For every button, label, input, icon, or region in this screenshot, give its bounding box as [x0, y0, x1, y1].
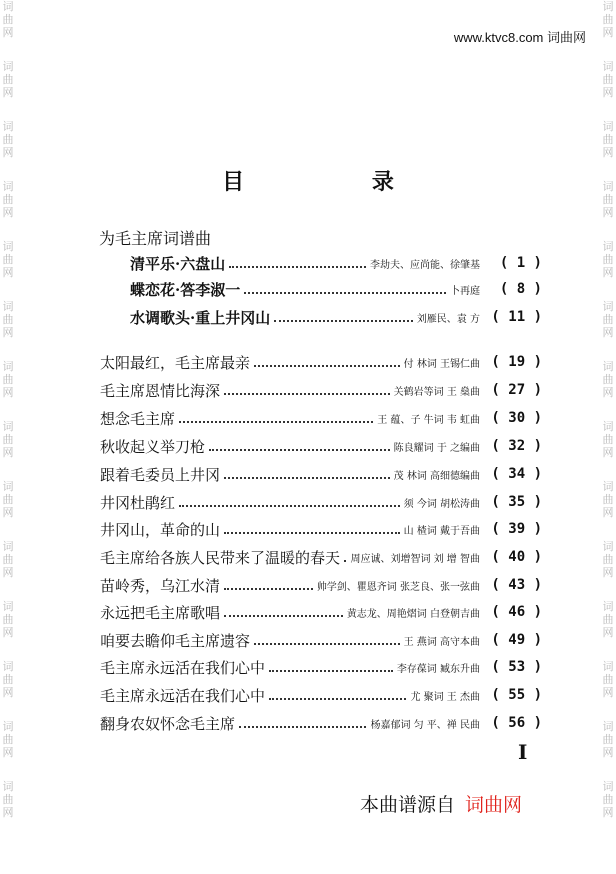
toc-row[interactable]	[100, 601, 542, 623]
toc-title: 太阳最红，毛主席最亲	[100, 353, 251, 372]
toc-authors: 李存葆词 臧东升曲	[396, 663, 480, 675]
toc-featured-row[interactable]	[130, 252, 542, 274]
toc-row[interactable]	[100, 518, 542, 540]
toc-page: ( 40 )	[491, 549, 542, 565]
toc-row[interactable]	[100, 712, 542, 734]
toc-authors: 李劫夫、应尚能、徐肇基	[370, 259, 480, 271]
leader-dots	[239, 718, 366, 728]
toc-title: 蝶恋花·答李淑一	[130, 280, 241, 299]
toc-page: ( 49 )	[491, 632, 542, 648]
toc-title: 咱要去瞻仰毛主席遗容	[100, 631, 251, 650]
toc-page: ( 39 )	[491, 521, 542, 537]
toc-row[interactable]	[100, 629, 542, 651]
toc-title: 跟着毛委员上井冈	[100, 465, 221, 484]
leader-dots	[269, 662, 393, 672]
leader-dots	[224, 469, 390, 479]
toc-row[interactable]	[100, 546, 542, 568]
toc-page: ( 53 )	[491, 659, 542, 675]
section-title: 为毛主席词谱曲	[99, 229, 212, 248]
toc-title: 水调歌头·重上井冈山	[130, 308, 271, 327]
toc-featured-row[interactable]	[130, 306, 542, 328]
watermark-right: 词 曲 网 词 曲 网 词 曲 网 词 曲 网 词 曲 网 词 曲 网 词 曲 网 词 曲 网 词 曲 网 词 曲 网 词 曲 网 词 曲 网 词 曲 网 词 曲 网	[602, 0, 614, 819]
toc-authors: 付 林词 王锡仁曲	[403, 358, 480, 370]
toc-title: 井冈山，革命的山	[100, 520, 221, 539]
leader-dots	[224, 385, 390, 395]
toc-authors: 尤 聚词 王 杰曲	[410, 691, 480, 703]
toc-title: 毛主席给各族人民带来了温暖的春天	[100, 548, 341, 567]
toc-authors: 周应诚、刘增智词 刘 增 智曲	[350, 553, 480, 565]
toc-row[interactable]	[100, 656, 542, 678]
toc-title: 井冈杜鹃红	[100, 493, 176, 512]
leader-dots	[209, 441, 390, 451]
toc-row[interactable]	[100, 574, 542, 596]
toc-title: 想念毛主席	[100, 409, 176, 428]
toc-authors: 卜再庭	[450, 285, 480, 297]
leader-dots	[254, 357, 400, 367]
toc-title: 秋收起义举刀枪	[100, 437, 206, 456]
leader-dots	[269, 690, 406, 700]
toc-page: ( 43 )	[491, 577, 542, 593]
source-footer	[360, 790, 522, 817]
page-title: 目 录	[222, 169, 454, 195]
toc-title: 翻身农奴怀念毛主席	[100, 714, 236, 733]
toc-authors: 王 蕴、子 牛词 韦 虹曲	[377, 414, 480, 426]
toc-page: ( 56 )	[491, 715, 542, 731]
toc-title: 永远把毛主席歌唱	[100, 603, 221, 622]
toc-row[interactable]	[100, 684, 542, 706]
page-number: I	[518, 740, 528, 764]
toc-authors: 杨嘉郁词 匀 平、禅 民曲	[370, 719, 480, 731]
toc-row[interactable]	[100, 379, 542, 401]
toc-authors: 关鹤岩等词 王 燊曲	[393, 386, 480, 398]
toc-title: 毛主席永远活在我们心中	[100, 686, 266, 705]
toc-title: 毛主席恩情比海深	[100, 381, 221, 400]
toc-page: ( 55 )	[491, 687, 542, 703]
toc-authors: 帅学剑、瞿恩齐词 张芝良、张一弦曲	[316, 581, 480, 593]
toc-page: ( 46 )	[491, 604, 542, 620]
toc-featured-row[interactable]	[130, 278, 542, 300]
toc-row[interactable]	[100, 463, 542, 485]
toc-authors: 黄志龙、周艳熠词 白登朝吉曲	[346, 608, 480, 620]
toc-page: ( 1 )	[499, 255, 542, 271]
toc-authors: 王 燕词 高守本曲	[403, 636, 480, 648]
toc-row[interactable]	[100, 407, 542, 429]
toc-title: 毛主席永远活在我们心中	[100, 658, 266, 677]
leader-dots	[229, 258, 366, 268]
toc-page: ( 35 )	[491, 494, 542, 510]
toc-authors: 山 楂词 戴于吾曲	[403, 525, 480, 537]
toc-page: ( 32 )	[491, 438, 542, 454]
leader-dots	[274, 312, 413, 322]
toc-page: ( 19 )	[491, 354, 542, 370]
leader-dots	[179, 497, 400, 507]
toc-authors: 陈良耀词 于 之编曲	[393, 442, 480, 454]
footer-brand-link[interactable]: 词曲网	[465, 794, 523, 816]
toc-authors: 刘雁民、袁 方	[416, 313, 480, 325]
leader-dots	[254, 635, 400, 645]
toc-row[interactable]	[100, 491, 542, 513]
toc-page: ( 11 )	[491, 309, 542, 325]
leader-dots	[224, 580, 313, 590]
site-header[interactable]: www.ktvc8.com 词曲网	[453, 30, 586, 45]
toc-authors: 须 今词 胡松涛曲	[403, 498, 480, 510]
toc-page: ( 34 )	[491, 466, 542, 482]
toc-row[interactable]	[100, 351, 542, 373]
leader-dots	[244, 284, 446, 294]
toc-title: 苗岭秀，乌江水清	[100, 576, 221, 595]
toc-page: ( 30 )	[491, 410, 542, 426]
toc-title: 清平乐·六盘山	[130, 254, 226, 273]
watermark-left: 词 曲 网 词 曲 网 词 曲 网 词 曲 网 词 曲 网 词 曲 网 词 曲 网 词 曲 网 词 曲 网 词 曲 网 词 曲 网 词 曲 网 词 曲 网 词 曲 网	[2, 0, 14, 819]
toc-page: ( 8 )	[499, 281, 542, 297]
footer-prefix: 本曲谱源自	[360, 794, 456, 816]
leader-dots	[224, 524, 400, 534]
toc-row[interactable]	[100, 435, 542, 457]
toc-page: ( 27 )	[491, 382, 542, 398]
toc-authors: 茂 林词 高细德编曲	[393, 470, 480, 482]
leader-dots	[344, 552, 346, 562]
leader-dots	[179, 413, 373, 423]
leader-dots	[224, 607, 343, 617]
